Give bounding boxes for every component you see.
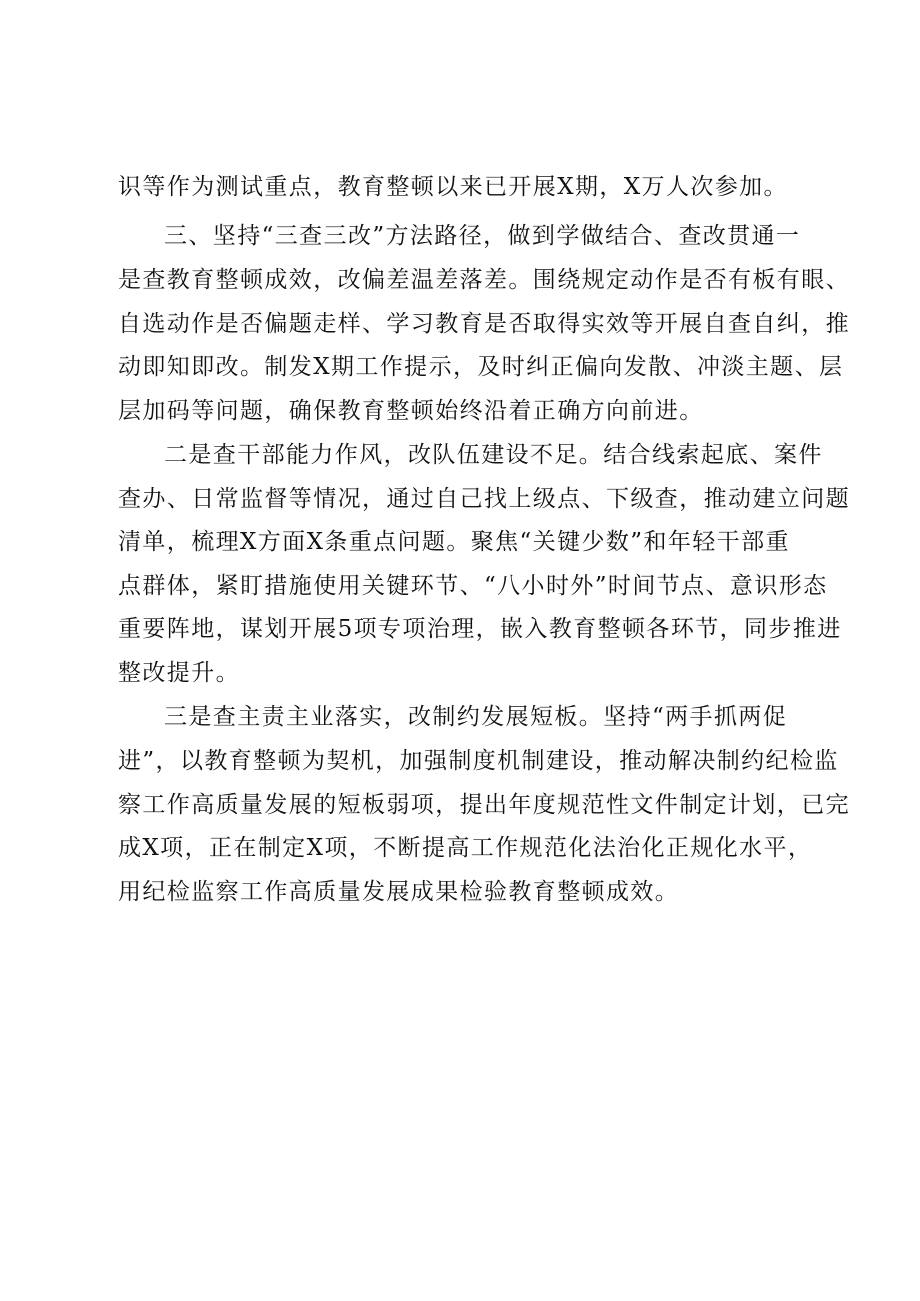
text-line: 动即知即改。制发X期工作提示，及时纠正偏向发散、冲淡主题、层 <box>118 354 844 380</box>
text-line: 是查教育整顿成效，改偏差温差落差。围绕规定动作是否有板有眼、 <box>118 267 850 293</box>
text-line: 成X项，正在制定X项，不断提高工作规范化法治化正规化水平， <box>118 835 813 861</box>
text-line: 三、坚持“三查三改”方法路径，做到学做结合、查改贯通一 <box>164 223 801 249</box>
text-line: 整改提升。 <box>118 660 240 686</box>
text-line: 查办、日常监督等情况，通过自己找上级点、下级查，推动建立问题 <box>118 486 850 512</box>
text-line: 察工作高质量发展的短板弱项，提出年度规范性文件制定计划，已完 <box>118 792 850 818</box>
text-line: 识等作为测试重点，教育整顿以来已开展X期，X万人次参加。 <box>118 174 788 200</box>
text-line: 三是查主责主业落实，改制约发展短板。坚持“两手抓两促 <box>164 704 788 730</box>
text-line: 重要阵地，谋划开展5项专项治理，嵌入教育整顿各环节，同步推进 <box>118 616 842 642</box>
text-line: 清单，梳理X方面X条重点问题。聚焦“关键少数”和年轻干部重 <box>118 529 790 555</box>
text-line: 自选动作是否偏题走样、学习教育是否取得实效等开展自查自纠，推 <box>118 311 850 337</box>
text-line: 进”，以教育整顿为契机，加强制度机制建设，推动解决制约纪检监 <box>118 748 839 774</box>
text-line: 二是查干部能力作风，改队伍建设不足。结合线索起底、案件 <box>164 442 823 468</box>
text-line: 层加码等问题，确保教育整顿始终沿着正确方向前进。 <box>118 398 704 424</box>
text-line: 点群体，紧盯措施使用关键环节、“八小时外”时间节点、意识形态 <box>118 573 828 599</box>
text-line: 用纪检监察工作高质量发展成果检验教育整顿成效。 <box>118 879 680 905</box>
